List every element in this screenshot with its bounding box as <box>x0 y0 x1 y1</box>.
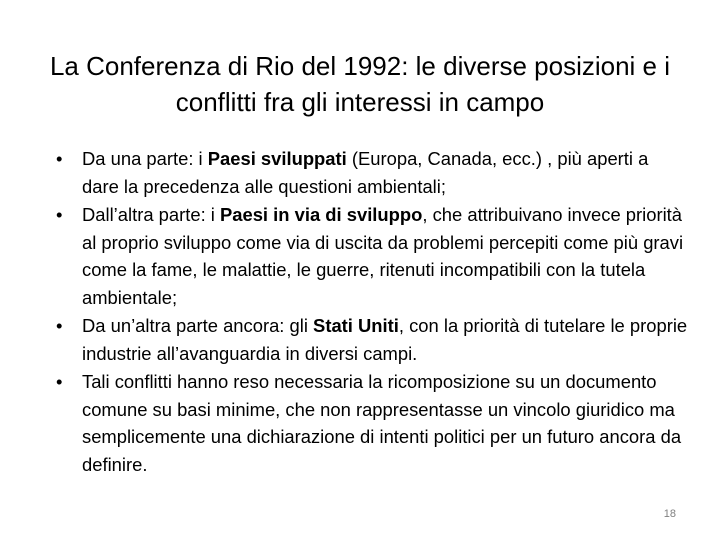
bullet-text-bold: Paesi sviluppati <box>207 148 347 169</box>
bullet-icon: • <box>56 204 63 225</box>
bullet-item-developing-countries <box>56 201 690 311</box>
bullet-list <box>56 145 690 479</box>
bullet-text-bold: Stati Uniti <box>313 315 399 336</box>
bullet-text-post: , con la priorità di tutelare le proprie industrie all’avanguardia in diversi campi. <box>82 315 688 364</box>
bullet-item-united-states <box>56 312 690 367</box>
bullet-text-bold: Paesi in via di sviluppo <box>219 204 423 225</box>
bullet-text-pre: Da una parte: i <box>82 148 208 169</box>
bullet-icon: • <box>56 371 63 392</box>
bullet-icon: • <box>56 148 63 169</box>
bullet-text-post: (Europa, Canada, ecc.) , più aperti a dare la precedenza alle questioni ambientali; <box>82 148 649 197</box>
bullet-text-pre: Da un’altra parte ancora: gli <box>82 315 314 336</box>
bullet-item-conflicts <box>56 368 690 478</box>
slide-title: La Conferenza di Rio del 1992: le diverse posizioni e i conflitti fra gli interessi in campo <box>49 51 671 117</box>
bullet-item-developed-countries <box>56 145 690 200</box>
page-number: 18 <box>663 508 676 520</box>
bullet-icon: • <box>56 315 63 336</box>
bullet-text: Tali conflitti hanno reso necessaria la ricomposizione su un documento comune su basi minime, che non rappresentasse un vincolo giuridico ma semplicemente una dichiarazione di intenti politici per un futuro ancora da definire. <box>82 371 682 475</box>
bullet-text-pre: Dall’altra parte: i <box>82 204 220 225</box>
bullet-text-post: , che attribuivano invece priorità al proprio sviluppo come via di uscita da problemi percepiti come più gravi come la fame, le malattie, le guerre, ritenuti incompatibili con la tutela ambientale; <box>82 204 684 308</box>
